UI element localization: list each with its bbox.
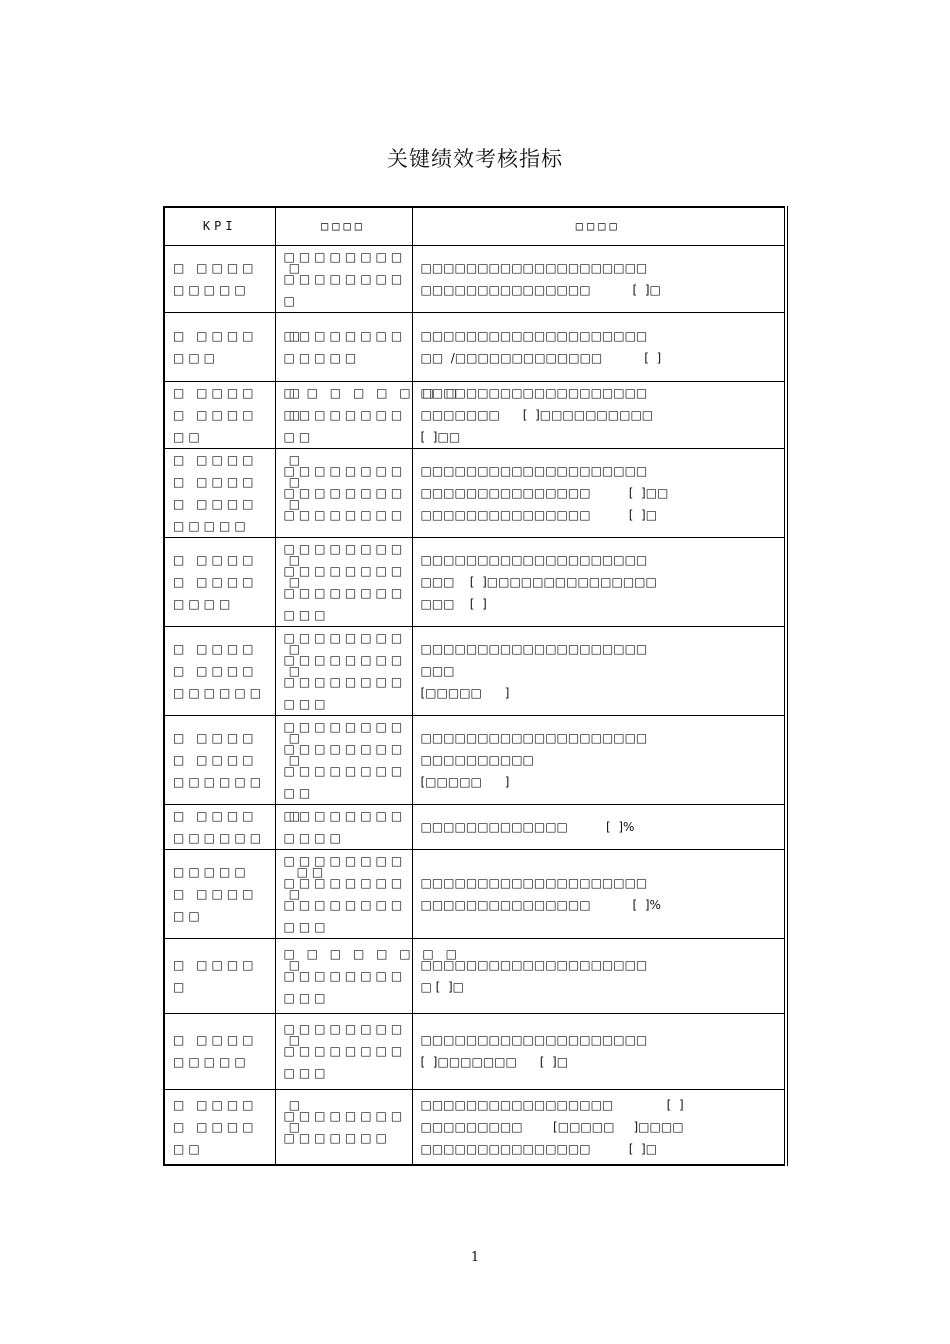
standard-cell bbox=[412, 381, 786, 448]
cell-line: □□□ bbox=[283, 696, 330, 711]
standard-cell bbox=[412, 849, 786, 938]
cell-line: □□□ bbox=[283, 990, 330, 1005]
cell-line: □□□□□□□□ bbox=[283, 652, 407, 667]
cell-line: □ □□□□ □ bbox=[173, 452, 305, 467]
cell-line: □□□□□□□□ bbox=[283, 630, 407, 645]
cell-line: □□□□□□□□□□□□□□□□□□□□ bbox=[420, 552, 648, 567]
cell-line: □□□□□□□□□□□□□□□□□□□□ bbox=[420, 385, 648, 400]
cell-line: □□□ bbox=[420, 663, 455, 678]
cell-line: □ □□□□ □ bbox=[173, 641, 305, 656]
standard-cell bbox=[412, 1089, 786, 1165]
cell-line: □□□□□□□□ bbox=[283, 897, 407, 912]
cell-line: □□□□□□□ bbox=[283, 1130, 391, 1145]
cell-line: □□□□□□□□ bbox=[283, 507, 407, 522]
cell-line: □□□□□□□□□□□□□□□ [ ]□ bbox=[420, 507, 658, 522]
table-row bbox=[164, 448, 786, 537]
cell-line: □□□□□□□□□□□□□ [ ]% bbox=[420, 819, 635, 834]
cell-line: □□□□□□□□ bbox=[283, 407, 407, 422]
cell-line: □□□□□□□□□□□□□□□□□□□□ bbox=[420, 957, 648, 972]
cell-line: □□ /□□□□□□□□□□□□□ [ ] bbox=[420, 350, 662, 365]
kpi-name-cell bbox=[164, 804, 305, 849]
cell-line: □□□□□□□□□□□□□□□ [ ]% bbox=[420, 897, 661, 912]
table-row bbox=[164, 245, 786, 312]
kpi-name-cell bbox=[164, 626, 305, 715]
cell-line: □□□□□□□□ bbox=[283, 249, 407, 264]
cell-line: □ bbox=[283, 293, 299, 308]
cell-line: □□□□□□□□□□□□□□□□□□□□ bbox=[420, 730, 648, 745]
definition-cell bbox=[275, 715, 412, 804]
cell-line: □ □□□□ □ bbox=[173, 1119, 305, 1134]
cell-line: □ □ □ □ □ □ □ □ bbox=[283, 946, 461, 961]
cell-line: □□□□□□ bbox=[173, 685, 266, 700]
cell-line: □□□□ bbox=[283, 830, 345, 845]
cell-line: □□□ bbox=[283, 919, 330, 934]
cell-line: □ □□□□ □ bbox=[173, 474, 305, 489]
cell-line: □ bbox=[173, 979, 189, 994]
cell-line: □□ bbox=[173, 1141, 204, 1156]
standard-cell bbox=[412, 245, 786, 312]
cell-line: □□□□□□□ [ ]□□□□□□□□□□ bbox=[420, 407, 654, 422]
kpi-name-cell bbox=[164, 938, 305, 1013]
cell-line: □□□□□□□□ bbox=[283, 763, 407, 778]
standard-cell bbox=[412, 1013, 786, 1089]
cell-line: □ □□□□ □ bbox=[173, 730, 305, 745]
cell-line: □□□□□ bbox=[173, 282, 250, 297]
cell-line: □□□□□□□□□□□□□□□□□□□□ bbox=[420, 260, 648, 275]
cell-line: □□□□□ □□ bbox=[173, 864, 328, 879]
cell-line: □□□□□□□□□□□□□□□□□□□□ bbox=[420, 328, 648, 343]
cell-line: □□□□□□□□□□□□□□□ [ ]□ bbox=[420, 282, 661, 297]
cell-line: □ □□□□ □ bbox=[173, 886, 305, 901]
table-row bbox=[164, 938, 786, 1013]
cell-line: □□□□□□□□ bbox=[283, 585, 407, 600]
cell-line: □ □□□□ □ bbox=[173, 1097, 305, 1112]
definition-cell bbox=[275, 245, 412, 312]
cell-line: [ ]□□ bbox=[420, 429, 461, 444]
cell-line: □□□□□□□□ bbox=[283, 741, 407, 756]
kpi-name-cell bbox=[164, 381, 305, 448]
cell-line: □□□□□□□□ bbox=[283, 1022, 407, 1036]
cell-line: □□□□□□ bbox=[173, 774, 266, 789]
table-row bbox=[164, 381, 786, 448]
standard-cell bbox=[412, 448, 786, 537]
cell-line: □ □□□□ □ bbox=[173, 407, 305, 422]
cell-line: □ □□□□ □ bbox=[173, 808, 305, 823]
cell-line: □ □□□□ □ bbox=[173, 957, 305, 972]
cell-line: [□□□□□ ] bbox=[420, 685, 510, 700]
cell-line: □ □ □ □ □ □ □ □ bbox=[283, 385, 461, 400]
cell-line: □□□□□□□□□□□□□□□□□□□□ bbox=[420, 875, 648, 890]
cell-line: □□□ bbox=[283, 607, 330, 622]
definition-cell bbox=[275, 626, 412, 715]
header-col-2: □□□□ bbox=[275, 207, 412, 245]
table-row bbox=[164, 626, 786, 715]
definition-cell bbox=[275, 537, 412, 626]
cell-line: □ [ ]□ bbox=[420, 979, 464, 994]
definition-cell bbox=[275, 381, 461, 448]
definition-cell bbox=[275, 448, 412, 537]
table-header-row bbox=[164, 207, 786, 245]
standard-cell bbox=[412, 312, 786, 381]
cell-line: □□□□□□□□□□ bbox=[420, 752, 534, 767]
standard-cell bbox=[412, 537, 786, 626]
cell-line: □□□□□□□□ bbox=[283, 463, 407, 478]
cell-line: □□□□□□□□ bbox=[283, 1044, 407, 1058]
cell-line: □□□□□□□□□□□□□□□□□ [ ] bbox=[420, 1097, 684, 1112]
cell-line: □□ bbox=[283, 429, 315, 444]
cell-line: □ □□□□ □ bbox=[173, 385, 305, 400]
cell-line: □□□□□□□□ bbox=[283, 853, 407, 868]
cell-line: □□□□□ bbox=[283, 350, 361, 365]
kpi-name-cell bbox=[164, 448, 305, 537]
kpi-name-cell bbox=[164, 1089, 305, 1165]
cell-line: □ □□□□ □ bbox=[173, 663, 305, 678]
cell-line: □□ bbox=[173, 908, 204, 923]
definition-cell bbox=[275, 849, 412, 938]
cell-line: □□□□□□□□ bbox=[283, 271, 407, 286]
page-number: 1 bbox=[470, 1250, 480, 1265]
cell-line: □ □□□□ □ bbox=[173, 496, 305, 511]
cell-line: □ □□□□ □ bbox=[173, 752, 305, 767]
cell-line: □□□ [ ] bbox=[420, 596, 487, 611]
cell-line: [ ]□□□□□□□ [ ]□ bbox=[420, 1055, 569, 1069]
header-kpi: KPI bbox=[164, 207, 275, 245]
cell-line: □□□ bbox=[173, 350, 220, 365]
definition-cell bbox=[275, 312, 412, 381]
definition-cell bbox=[275, 1013, 412, 1089]
cell-line: □□□□□□□□□ [□□□□□ ]□□□□ bbox=[420, 1119, 684, 1134]
cell-line: □□□□□□□□ bbox=[283, 808, 407, 823]
table-row bbox=[164, 1089, 786, 1165]
cell-line: □ □□□□ □ bbox=[173, 574, 305, 589]
standard-cell bbox=[412, 626, 786, 715]
cell-line: □□□□□ bbox=[173, 518, 250, 533]
cell-line: □□□□□□ bbox=[173, 830, 266, 845]
cell-line: □ □□□□ □ bbox=[173, 552, 305, 567]
cell-line: □□□□□ bbox=[173, 1055, 250, 1069]
cell-line: [□□□□□ ] bbox=[420, 774, 510, 789]
header-col-3: □□□□ bbox=[412, 207, 786, 245]
cell-line: □□□□□□□□ bbox=[283, 875, 407, 890]
cell-line: □ □□□□ □ bbox=[173, 328, 305, 343]
cell-line: □□□□□□□□□□□□□□□□□□□□ bbox=[420, 1033, 648, 1047]
cell-line: □□□ [ ]□□□□□□□□□□□□□□□ bbox=[420, 574, 657, 589]
definition-cell bbox=[275, 804, 412, 849]
cell-line: □□□□□□□□ bbox=[283, 563, 407, 578]
cell-line: □□□□□□□□□□□□□□□ [ ]□ bbox=[420, 1141, 658, 1156]
cell-line: □□□□□□□□ bbox=[283, 485, 407, 500]
kpi-name-cell bbox=[164, 849, 328, 938]
cell-line: □ □□□□ □ bbox=[173, 1033, 305, 1047]
table-row bbox=[164, 849, 786, 938]
table-row bbox=[164, 537, 786, 626]
table-row bbox=[164, 804, 786, 849]
cell-line: □□□□□□□□ bbox=[283, 719, 407, 734]
cell-line: □□□□ bbox=[173, 596, 235, 611]
standard-cell bbox=[412, 715, 786, 804]
cell-line: □□ bbox=[283, 785, 315, 800]
kpi-name-cell bbox=[164, 1013, 305, 1089]
kpi-name-cell bbox=[164, 312, 305, 381]
standard-cell bbox=[412, 938, 786, 1013]
cell-line: □□□□□□□□ bbox=[283, 1108, 407, 1123]
cell-line: □□□□□□□□ bbox=[283, 968, 407, 983]
kpi-name-cell bbox=[164, 715, 305, 804]
kpi-table-body bbox=[164, 245, 786, 1165]
cell-line: □□□□□□□□□□□□□□□ [ ]□□ bbox=[420, 485, 669, 500]
standard-cell bbox=[412, 804, 786, 849]
table-row bbox=[164, 1013, 786, 1089]
definition-cell bbox=[275, 938, 461, 1013]
cell-line: □□□□□□□□□□□□□□□□□□□□ bbox=[420, 641, 648, 656]
cell-line: □□□ bbox=[283, 1066, 330, 1080]
kpi-table bbox=[163, 206, 788, 1166]
page-title: 关键绩效考核指标 bbox=[387, 147, 563, 171]
cell-line: □□ bbox=[173, 429, 204, 444]
cell-line: □ □□□□ □ bbox=[173, 260, 305, 275]
cell-line: □□□□□□□□ bbox=[283, 674, 407, 689]
table-row bbox=[164, 312, 786, 381]
table-row bbox=[164, 715, 786, 804]
cell-line: □□□□□□□□ bbox=[283, 541, 407, 556]
cell-line: □□□□□□□□□□□□□□□□□□□□ bbox=[420, 463, 648, 478]
kpi-name-cell bbox=[164, 245, 305, 312]
kpi-name-cell bbox=[164, 537, 305, 626]
cell-line: □□□□□□□□ bbox=[283, 328, 407, 343]
